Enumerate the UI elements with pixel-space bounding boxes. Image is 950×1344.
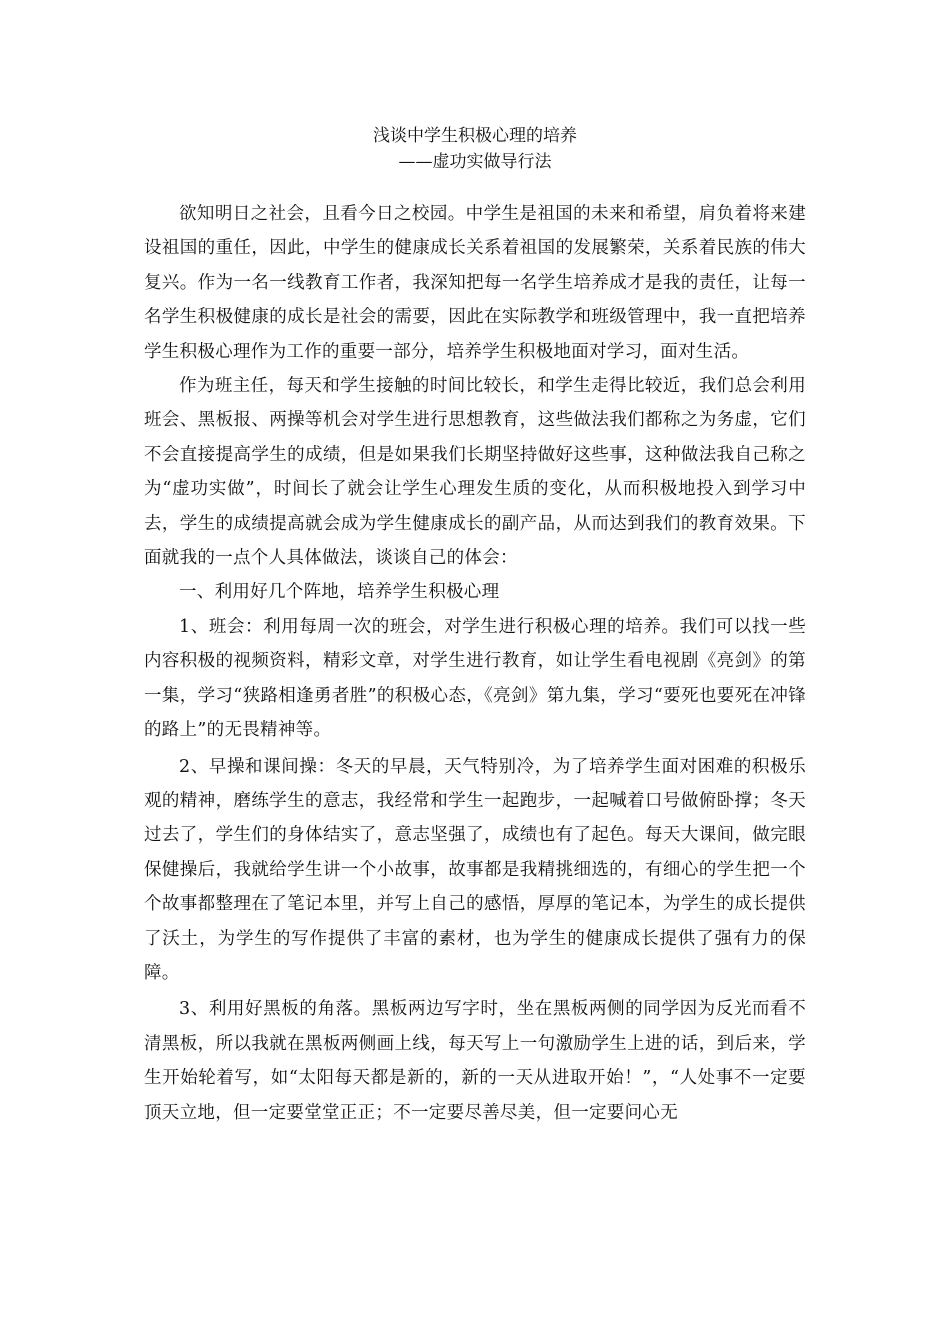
document-subtitle: ——虚功实做导行法 [398, 152, 552, 172]
paragraph-class-meeting: 1、班会：利用每周一次的班会，对学生进行积极心理的培养。我们可以找一些内容积极的视频资料，精彩文章，对学生进行教育，如让学生看电视剧《亮剑》的第一集，学习“狭路相逢勇者胜”的积极心态，《亮剑》第九集，学习“要死也要死在冲锋的路上”的无畏精神等。 [144, 616, 806, 741]
document-title: 浅谈中学生积极心理的培养 [373, 126, 577, 146]
paragraph-intro: 欲知明日之社会，且看今日之校园。中学生是祖国的未来和希望，肩负着将来建设祖国的重任，因此，中学生的健康成长关系着祖国的发展繁荣，关系着民族的伟大复兴。作为一名一线教育工作者，我深知把每一名学生培养成才是我的责任，让每一名学生积极健康的成长是社会的需要，因此在实际教学和班级管理中，我一直把培养学生积极心理作为工作的重要一部分，培养学生积极地面对学习，面对生活。 [144, 204, 806, 362]
document-body [144, 197, 806, 1130]
title-block [0, 123, 950, 175]
paragraph-approach: 作为班主任，每天和学生接触的时间比较长，和学生走得比较近，我们总会利用班会、黑板报、两操等机会对学生进行思想教育，这些做法我们都称之为务虚，它们不会直接提高学生的成绩，但是如果我们长期坚持做好这些事，这种做法我自己称之为“虚功实做”，时间长了就会让学生心理发生质的变化，从而积极地投入到学习中去，学生的成绩提高就会成为学生健康成长的副产品，从而达到我们的教育效果。下面就我的一点个人具体做法，谈谈自己的体会： [144, 376, 806, 569]
paragraph-blackboard: 3、利用好黑板的角落。黑板两边写字时，坐在黑板两侧的同学因为反光而看不清黑板，所以我就在黑板两侧画上线，每天写上一句激励学生上进的话，到后来，学生开始轮着写，如“太阳每天都是新的，新的一天从进取开始！”，“人处事不一定要顶天立地，但一定要堂堂正正；不一定要尽善尽美，但一定要问心无 [144, 999, 806, 1123]
section-heading-1: 一、利用好几个阵地，培养学生积极心理 [179, 582, 500, 603]
paragraph-exercises: 2、早操和课间操：冬天的早晨，天气特别冷，为了培养学生面对困难的积极乐观的精神，磨练学生的意志，我经常和学生一起跑步，一起喊着口号做俯卧撑；冬天过去了，学生们的身体结实了，意志坚强了，成绩也有了起色。每天大课间，做完眼保健操后，我就给学生讲一个小故事，故事都是我精挑细选的，有细心的学生把一个个故事都整理在了笔记本里，并写上自己的感悟，厚厚的笔记本，为学生的成长提供了沃土，为学生的写作提供了丰富的素材，也为学生的健康成长提供了强有力的保障。 [144, 756, 806, 983]
